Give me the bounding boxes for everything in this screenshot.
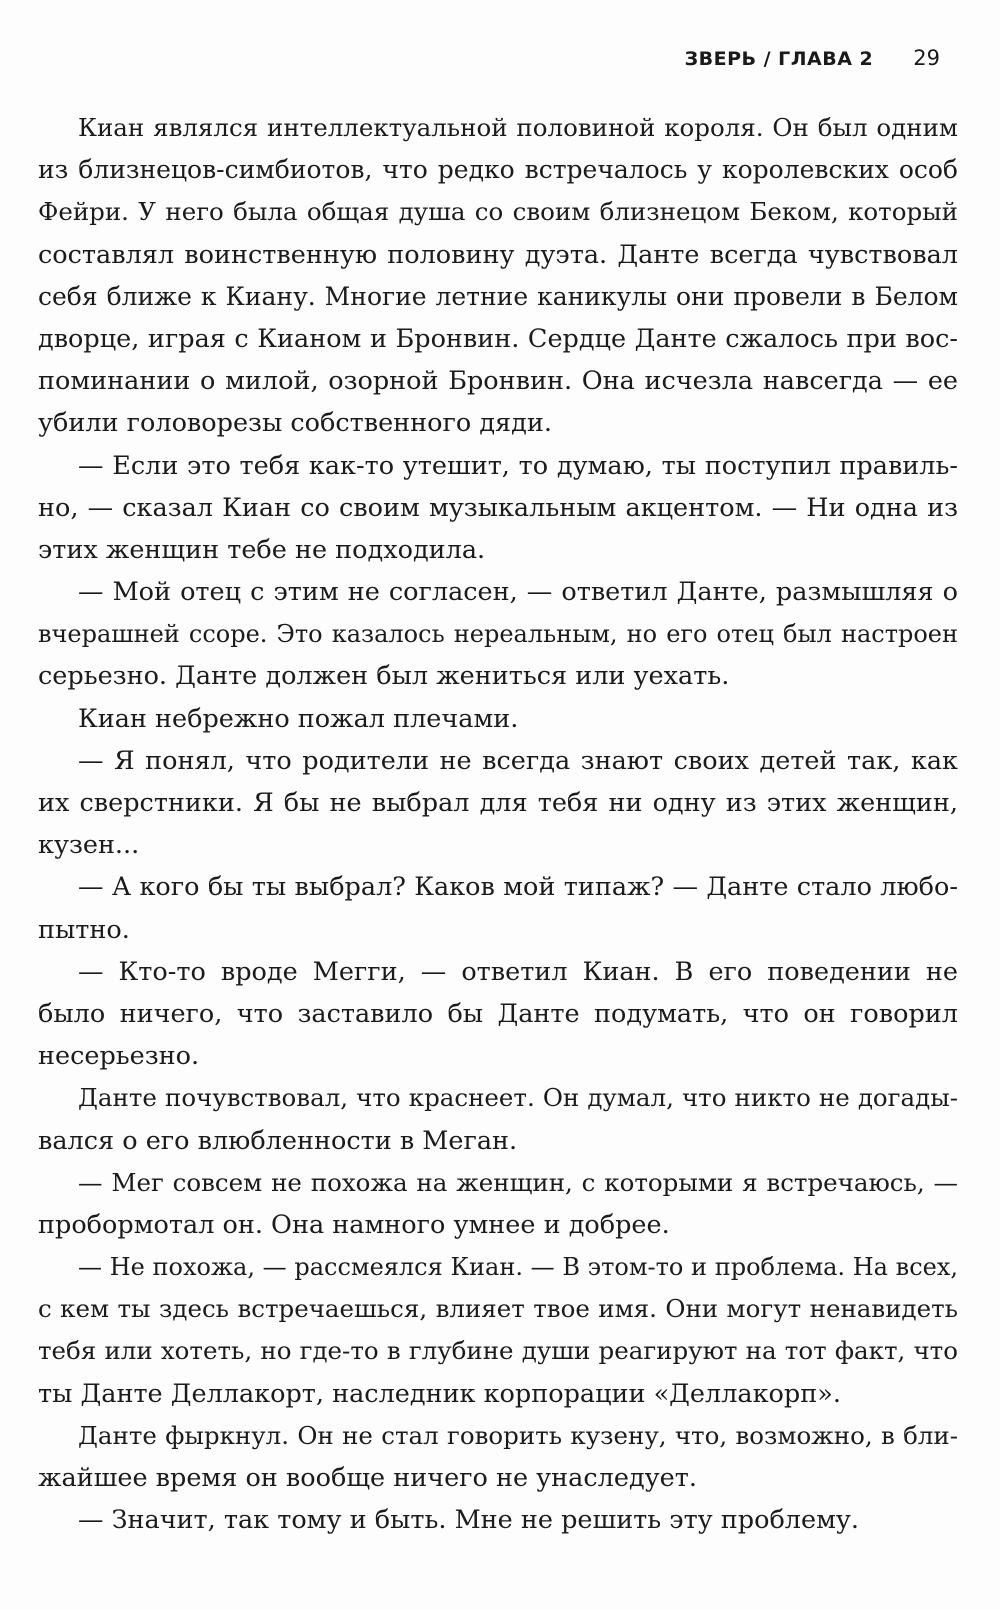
text-line: этих женщин тебе не подходила. — [38, 534, 486, 565]
text-line: но, — сказал Киан со своим музыкальным акцентом. — Ни одна из — [38, 492, 958, 523]
text-line: Данте фыркнул. Он не стал говорить кузену, что, возможно, в бли- — [78, 1420, 958, 1450]
text-line: Данте почувствовал, что краснеет. Он думал, что никто не догады- — [78, 1083, 958, 1113]
text-line: ты Данте Деллакорт, наследник корпорации «Деллакорп». — [38, 1378, 841, 1409]
text-line: — Не похожа, — рассмеялся Киан. — В этом-то и проблема. На всех, — [78, 1253, 958, 1282]
page-number: 29 — [913, 46, 940, 70]
text-line: тебя или хотеть, но где-то в глубине души реагируют на тот факт, что — [38, 1336, 958, 1366]
text-line: — Мой отец с этим не согласен, — ответил Данте, размышляя о — [78, 577, 958, 608]
text-line: кузен... — [38, 830, 140, 861]
text-line: — Кто-то вроде Мегги, — ответил Киан. В его поведении не — [78, 956, 958, 987]
text-line: было ничего, что заставило бы Данте подумать, что он говорил — [38, 998, 958, 1029]
text-line: жайшее время он вообще ничего не унаследует. — [38, 1463, 697, 1493]
text-line: поминании о милой, озорной Бронвин. Она исчезла навсегда — ее — [38, 366, 958, 397]
text-line: серьезно. Данте должен был жениться или уехать. — [38, 661, 730, 692]
text-line: составлял воинственную половину дуэта. Данте всегда чувствовал — [38, 239, 958, 270]
text-line: вался о его влюбленности в Меган. — [38, 1125, 518, 1156]
text-line: — Я понял, что родители не всегда знают своих детей так, как — [78, 745, 958, 776]
text-line: вчерашней ссоре. Это казалось нереальным, но его отец был настроен — [38, 620, 958, 649]
text-line: с кем ты здесь встречаешься, влияет твое имя. Они могут ненавидеть — [38, 1294, 958, 1324]
text-line: пытно. — [38, 914, 130, 945]
text-line: пробормотал он. Она намного умнее и добрее. — [38, 1209, 670, 1240]
text-line: дворце, играя с Кианом и Бронвин. Сердце Данте сжалось при вос- — [38, 323, 958, 354]
running-head — [685, 46, 940, 70]
text-line: из близнецов-симбиотов, что редко встречалось у королевских особ — [38, 155, 958, 185]
body-text — [38, 107, 958, 1541]
text-line: несерьезно. — [38, 1041, 200, 1072]
text-line: себя ближе к Киану. Многие летние каникулы они провели в Белом — [38, 281, 958, 311]
text-line: Киан небрежно пожал плечами. — [78, 703, 519, 734]
text-line: — Если это тебя как-то утешит, то думаю, ты поступил правиль- — [78, 450, 958, 481]
text-line: убили головорезы собственного дяди. — [38, 408, 552, 439]
text-line: их сверстники. Я бы не выбрал для тебя ни одну из этих женщин, — [38, 788, 958, 818]
text-line: Фейри. У него была общая душа со своим близнецом Беком, который — [38, 197, 958, 227]
text-line: — Мег совсем не похожа на женщин, с которыми я встречаюсь, — — [78, 1167, 958, 1197]
text-line: — Значит, так тому и быть. Мне не решить эту проблему. — [78, 1505, 860, 1536]
running-title: ЗВЕРЬ / ГЛАВА 2 — [684, 48, 874, 70]
text-line: — А кого бы ты выбрал? Каков мой типаж? — Данте стало любо- — [78, 872, 958, 903]
text-line: Киан являлся интеллектуальной половиной короля. Он был одним — [78, 113, 958, 142]
